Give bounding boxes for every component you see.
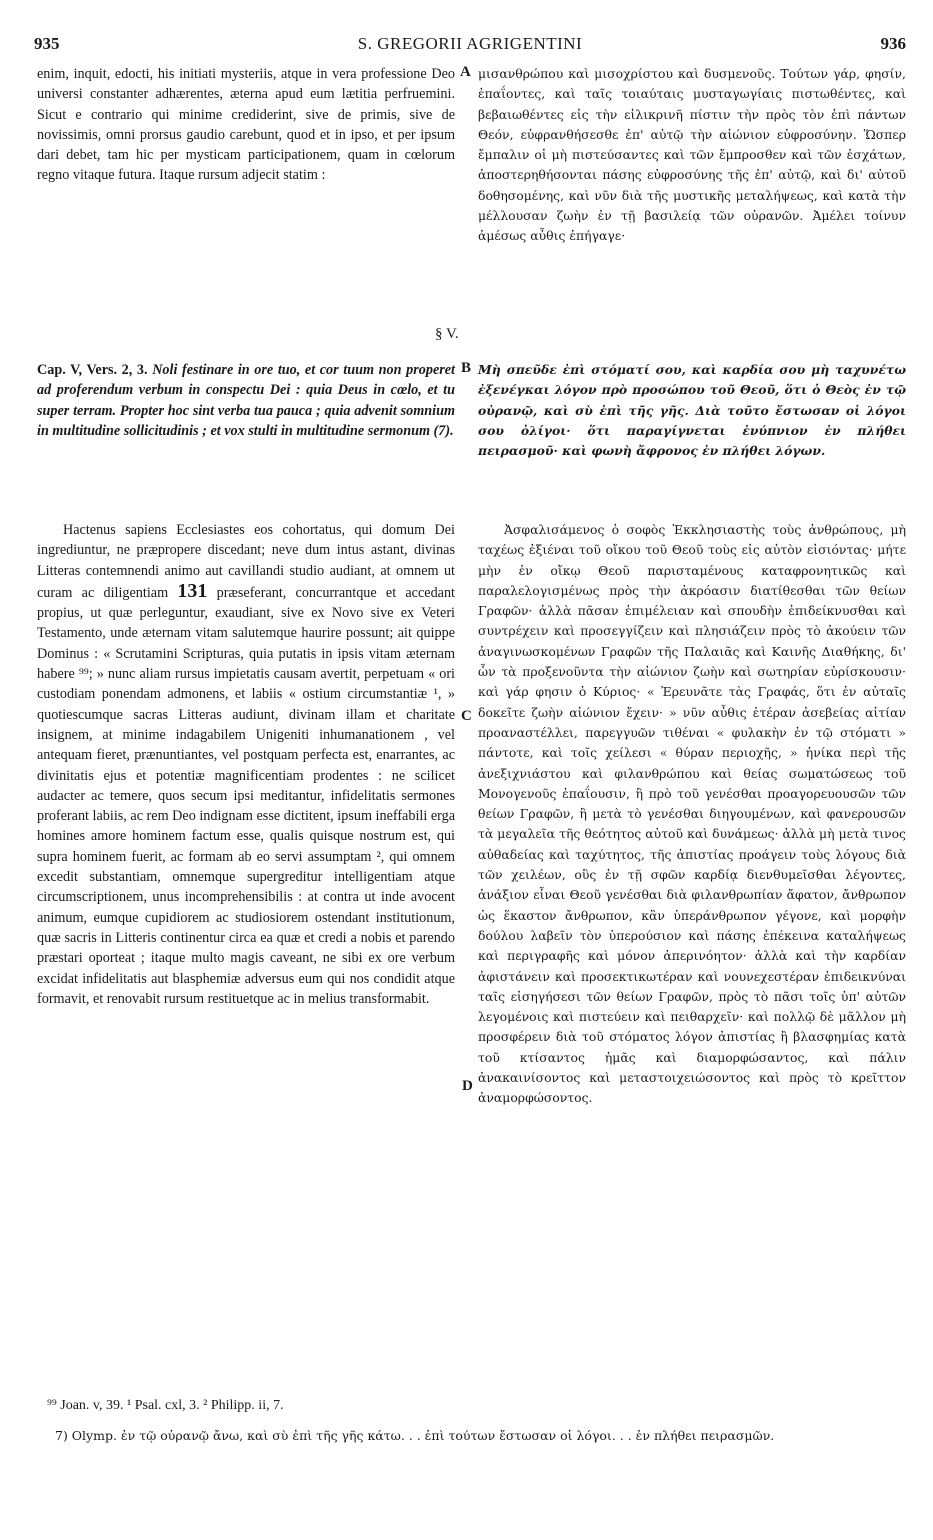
greek-verse-text: Μὴ σπεῦδε ἐπὶ στόματί σου, καὶ καρδία σου μὴ ταχυνέτω ἐξενέγκαι λόγον πρὸ προσώπου τοῦ Θεοῦ, ὅτι ὁ Θεὸς ἐν τῷ οὐρανῷ, καὶ σὺ ἐπὶ τῆς γῆς. Διὰ τοῦτο ἔστωσαν οἱ λόγοι σου ὀλίγοι· ὅτι παραγίγνεται ἐνύπνιον ἐν πλήθει πειρασμοῦ· καὶ φωνὴ ἄφρονος ἐν πλήθει λόγων. xyxy=(478,362,906,459)
latin-column-main xyxy=(37,520,455,1009)
page-number-right: 936 xyxy=(880,34,906,53)
greek-paragraph-main: Ἀσφαλισάμενος ὁ σοφὸς Ἐκκλησιαστὴς τοὺς ἀνθρώπους, μὴ ταχέως ἐξιέναι τοῦ οἴκου τοῦ Θεοῦ τοὺς εἰς αὐτὸν εἰσιόντας· μήτε μὴν ἐν οἴκῳ Θεοῦ παρισταμένους καταφρονητικῶς καὶ παραλελογισμένως πρὸς τὴν ἀκρόασιν διατίθεσθαι τῶν θείων Γραφῶν· ἀλλὰ πᾶσαν ἐπιμέλειαν καὶ σπουδὴν ἐπιδείκνυσθαι καὶ συντρέχειν καὶ προσεγγίζειν καὶ πλησιάζειν πρὸς τὸ ἀκούειν τῶν ἀναγινωσκομένων Γραφῶν τῆς Παλαιᾶς καὶ Καινῆς Διαθήκης, δι' ὧν τὰ προξενοῦντα τὴν αἰώνιον ζωὴν καὶ σωτηρίαν εὑρίσκουσιν· καὶ γάρ φησιν ὁ Κύριος· « Ἐρευνᾶτε τὰς Γραφάς, ὅτι ἐν αὐταῖς δοκεῖτε ζωὴν αἰώνιον ἔχειν· » νῦν αὖθις ἑτέραν ἀσεβείας αἰτίαν προαναστέλλει, παρεγγυῶν τιθέναι « φυλακὴν ἐν τῷ στόματι » πάντοτε, καὶ τοῖς χείλεσι « θύραν περιοχῆς, » ἡνίκα περὶ τῆς ἀνεξιχνιάστου καὶ φιλανθρώπου καὶ θείας σωματώσεως τοῦ Μονογενοῦς ἐπαΐουσιν, ἢ πρὸ τοῦ γενέσθαι προαγορευουσῶν τῶν θείων Γραφῶν, ἢ μετὰ τὸ γενέσθαι διηγουμένων, καὶ φανερουσῶν τὰ μεγαλεῖα τῆς θεότητος αὐτοῦ καὶ δυνάμεως· ἀλλὰ μὴ μετὰ τινος αὐθαδείας καὶ ταχύτητος, τῆς ἀπιστίας προάγειν τοὺς λόγους διὰ τῶν χειλέων, οὓς ἐν τῇ σφῶν καρδίᾳ διενθυμεῖσθαι λέγοντες, ἀνάξιον εἶναι Θεοῦ γενέσθαι διὰ φιλανθρωπίαν ἄφατον, ἄνθρωπον ὡς ἕκαστον ἄνθρωπον, κἂν ὑπεράνθρωπον γέγονε, καὶ μορφὴν δούλου λαβεῖν τὸν ὑπερούσιον καὶ πάσης ἐπέκεινα καταλήψεως καὶ περιγραφῆς καὶ μόνον ἀπερινόητον· ἀλλὰ καὶ τὴν καρδίαν ἀφιστάνειν καὶ προσεκτικωτέραν καὶ νουνεχεστέραν ἐπιδεικνύναι ταῖς εἰσηγήσεσι τῶν θείων Γραφῶν, πρὸς τὸ πᾶσι τοῖς ὑπ' αὐτῶν λεγομένοις καὶ πιστεύειν καὶ πειθαρχεῖν· καὶ πολλῷ δὲ μᾶλλον μὴ προσφέρειν διὰ τοῦ στόματος λόγον ἀπιστίας ἢ βλασφημίας κατὰ τοῦ κτίσαντος ἡμᾶς καὶ διαμορφώσαντος, καὶ πάλιν ἀνακαινίσοντος καὶ μεταστοιχειώσοντος καὶ πρὸς τὸ κρεῖττον ἀναμορφώσοντος. xyxy=(478,522,906,1106)
page-number-left: 935 xyxy=(34,34,60,53)
latin-column-top xyxy=(37,64,455,186)
latin-paragraph-top: enim, inquit, edocti, his initiati mysteriis, atque in vera professione Deo universi constanter adhærentes, æterna apud eum lætitia perfruemini. Sicut e contrario qui minime crediderint, sive de primis, sive de novissimis, omni prorsus gaudio carebunt, quod et in ipso, et per ipsum dari debet, tam hic per mysticam participationem, quam in cœlorum regno vitaque futura. Itaque rursum adjecit statim : xyxy=(37,66,455,184)
running-title: S. GREGORII AGRIGENTINI xyxy=(357,34,583,53)
latin-main-part-a: Hactenus sapiens Ecclesiastes eos cohortatus, qui domum Dei ingrediuntur, ne præpropere discedant; neve dum intus astant, divinas Litteras contemnendi animo aut cavillandi studio audiant, at omnem ut curam ac diligentiam xyxy=(37,522,455,601)
latin-paragraph-main xyxy=(37,520,455,1009)
marginal-number: 131 xyxy=(177,579,208,602)
footnote-references: ⁹⁹ Joan. v, 39. ¹ Psal. cxl, 3. ² Philipp. ii, 7. xyxy=(47,1398,284,1413)
margin-letter-c: C xyxy=(461,708,472,724)
running-header xyxy=(34,34,906,56)
section-marker: § V. xyxy=(435,326,459,342)
footnote-olympiodorus: 7) Olymp. ἐν τῷ οὐρανῷ ἄνω, καὶ σὺ ἐπὶ τῆς γῆς κάτω. . . ἐπὶ τούτων ἔστωσαν οἱ λόγοι. . . ἐν πλήθει πειρασμῶν. xyxy=(55,1428,775,1443)
latin-main-part-b: præseferant, concurrantque et accedant propius, ut quæ perleguntur, exaudiant, sive ex Novo sive ex Veteri Testamento, unde æternam vitam salutemque haurire possunt; ait quippe Dominus : « Scrutamini Scripturas, quia putatis in ipsis vitam æternam habere ⁹⁹; » nunc aliam rursus impietatis causam avertit, perpetuam « ori custodiam ponendam admonens, et labiis « ostium circumstantiæ ¹, » quotiescumque sacras Litteras audiunt, divinam illam et charitate insignem, at minime indagabilem Unigeniti inhumanationem , vel antequam fieret, prænuntiantes, vel postquam perfecta est, enarrantes, ac divinitatis ejus et potentiæ magnificentiam prodentes : ne scilicet audacter ac temere, quos secum ipsi meditantur, infidelitatis sermones proferant labiis, ac rem Deo indignam esse dictitent, ipsum ineffabili erga homines amore hominem factum esse, qualis quisque nostrum est, qui supra hominem fuerit, ac formam ab eo servi assumptam ², qui omnem excedit substantiam, omnemque supergreditur intelligentiam atque circumscriptionem, unus incomprehensibilis : at contra ut inde avocent animum, eumque cupidiorem ac studiosiorem ostendant institutionum, quæ sacris in Litteris continentur circa ea quæ et credi a nobis et parendo præstari oporteat ; itaque multo magis caveant, ne sibi ex ore verbum excidat infidelitatis aut blasphemiæ adversus eum qui nos condidit atque formavit, et renovabit rursum restituetque ac in melius transformabit. xyxy=(37,584,455,1007)
latin-verse-text: Noli festinare in ore tuo, et cor tuum non properet ad proferendum verbum in conspectu Dei : quia Deus in cœlo, et tu super terram. Propter hoc sint verba tua pauca ; quia advenit somnium in multitudine sollicitudinis ; et vox stulti in multitudine sermonum (7). xyxy=(37,362,456,439)
latin-verse-block xyxy=(37,360,455,441)
margin-letter-a: A xyxy=(460,64,471,80)
verse-reference: Cap. V, Vers. 2, 3. xyxy=(37,362,148,378)
greek-column-main xyxy=(478,520,906,1109)
greek-paragraph-top: μισανθρώπου καὶ μισοχρίστου καὶ δυσμενοῦς. Τούτων γάρ, φησίν, ἐπαΐοντες, καὶ ταῖς τοιαύταις μυσταγωγίαις πιστωθέντες, καὶ βεβαιωθέντες εἰς τὴν εἰλικρινῆ πίστιν τὴν πρὸς τὸν ἐπὶ πάντων Θεόν, εὐφρανθήσεσθε ἐπ' αὐτῷ τὴν αἰώνιον εὐφροσύνην. Ὥσπερ ἔμπαλιν οἱ μὴ πιστεύσαντες καὶ τῶν ἔμπροσθεν καὶ τῶν ἐσχάτων, ἀποστερηθήσονται πάσης εὐφροσύνης τῆς ἐπ' αὐτῷ, καὶ δι' αὐτοῦ δοθησομένης, καὶ νῦν διὰ τῆς μυστικῆς μεταλήψεως, καὶ κατὰ τὴν μέλλουσαν ζωὴν ἐν τῇ βασιλείᾳ τῶν οὐρανῶν. Ἀμέλει τοίνυν ἀμέσως αὖθις ἐπήγαγε· xyxy=(478,66,906,244)
greek-verse-block xyxy=(478,360,906,461)
margin-letter-d: D xyxy=(462,1078,473,1094)
greek-column-top xyxy=(478,64,906,247)
margin-letter-b: B xyxy=(461,360,472,376)
